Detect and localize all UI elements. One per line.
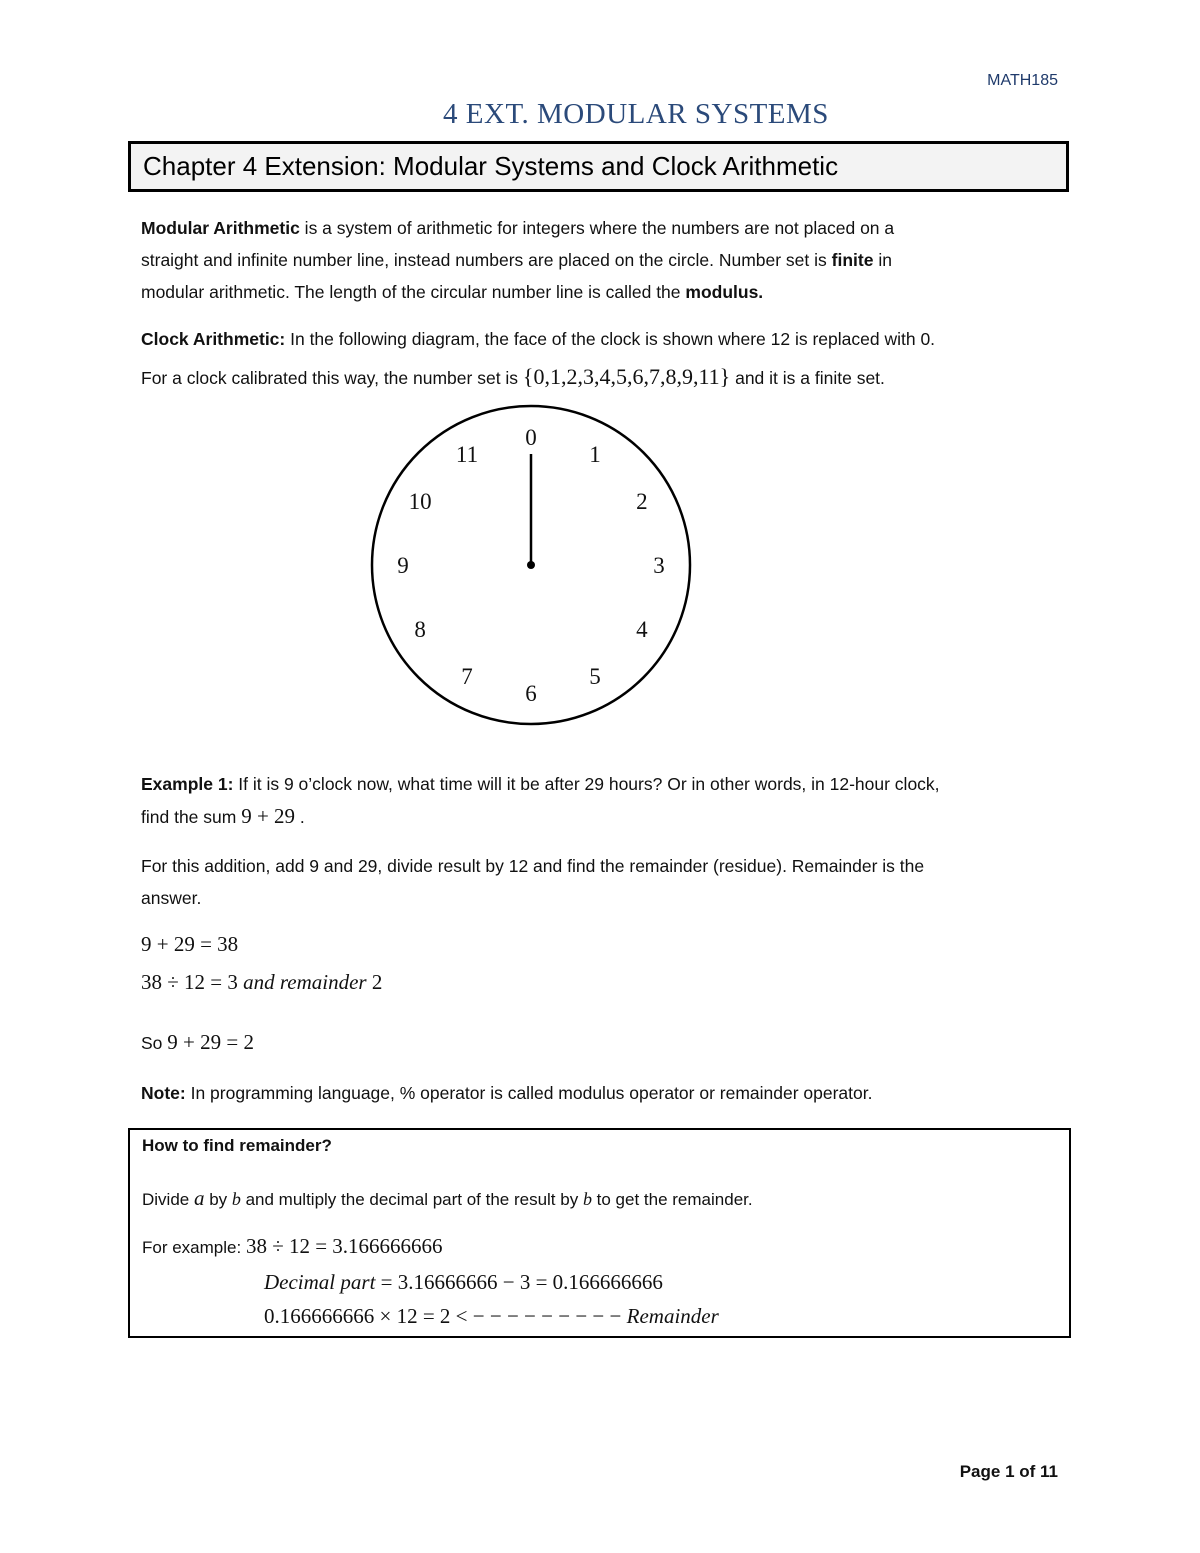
term-modular-arithmetic: Modular Arithmetic: [141, 218, 300, 238]
course-code: MATH185: [987, 72, 1058, 89]
chapter-title-box: [128, 141, 1069, 192]
note-label: Note:: [141, 1083, 186, 1103]
clock-line-1: Clock Arithmetic: In the following diagram, the face of the clock is shown where 12 is replaced with 0.: [141, 329, 936, 349]
example-1-explanation: For this addition, add 9 and 29, divide result by 12 and find the remainder (residue). Remainder is the answer.: [141, 856, 925, 908]
clock-number-2: 2: [636, 489, 648, 514]
remainder-box-title: How to find remainder?: [142, 1136, 332, 1155]
example-1-line-2: find the sum 9 + 29 .: [141, 804, 305, 828]
page-number: Page 1 of 11: [959, 1462, 1058, 1481]
clock-center-dot: [527, 561, 535, 569]
decimal-part-line: Decimal part = 3.16666666 − 3 = 0.166666666: [264, 1270, 663, 1294]
clock-number-1: 1: [589, 442, 601, 468]
sum-expression: 9 + 29: [241, 804, 296, 828]
clock-number-7: 7: [461, 663, 473, 689]
example-1-line-1: Example 1: If it is 9 o’clock now, what time will it be after 29 hours? Or in other words, in 12-hour clock,: [141, 774, 940, 794]
equation-sum: 9 + 29 = 38: [141, 932, 239, 956]
remainder-box: [128, 1128, 1071, 1338]
clock-number-4: 4: [636, 617, 648, 642]
document-title: 4 EXT. MODULAR SYSTEMS: [443, 98, 829, 130]
intro-line-2: straight and infinite number line, instead numbers are placed on the circle. Number set is finite in: [141, 250, 892, 270]
equation-division: 38 ÷ 12 = 3 and remainder 2: [141, 970, 383, 994]
example-1-label: Example 1:: [141, 774, 234, 794]
chapter-title: Chapter 4 Extension: Modular Systems and Clock Arithmetic: [143, 151, 839, 181]
term-modulus: modulus.: [685, 282, 764, 302]
clock-number-10: 10: [408, 489, 432, 514]
clock-number-9: 9: [397, 553, 409, 578]
intro-paragraph: [141, 212, 1061, 308]
example-line: For example: 38 ÷ 12 = 3.166666666: [142, 1234, 443, 1258]
number-set: {0,1,2,3,4,5,6,7,8,9,11}: [522, 364, 731, 389]
clock-number-0: 0: [525, 425, 537, 450]
clock-number-11: 11: [455, 442, 479, 468]
clock-arithmetic-label: Clock Arithmetic:: [141, 329, 286, 349]
clock-number-6: 6: [525, 681, 537, 706]
so-line: So 9 + 29 = 2: [141, 1030, 254, 1054]
note-line: Note: In programming language, % operator is called modulus operator or remainder operator.: [141, 1083, 873, 1103]
clock-diagram: [368, 402, 694, 728]
clock-arithmetic-paragraph: [141, 323, 1061, 394]
term-finite: finite: [831, 250, 874, 270]
intro-line-3: modular arithmetic. The length of the circular number line is called the modulus.: [141, 282, 764, 302]
clock-number-3: 3: [653, 553, 665, 578]
clock-line-2: For a clock calibrated this way, the number set is {0,1,2,3,4,5,6,7,8,9,11} and it is a finite set.: [141, 364, 885, 389]
clock-number-5: 5: [589, 663, 601, 689]
example-1: [141, 768, 1061, 833]
so-equation: 9 + 29 = 2: [167, 1030, 254, 1054]
clock-number-8: 8: [414, 617, 426, 642]
divide-instruction: Divide a by b and multiply the decimal part of the result by b to get the remainder.: [142, 1186, 753, 1210]
intro-line-1: Modular Arithmetic is a system of arithmetic for integers where the numbers are not placed on a: [141, 218, 895, 238]
remainder-line: 0.166666666 × 12 = 2 < − − − − − − − − − Remainder: [264, 1304, 719, 1328]
